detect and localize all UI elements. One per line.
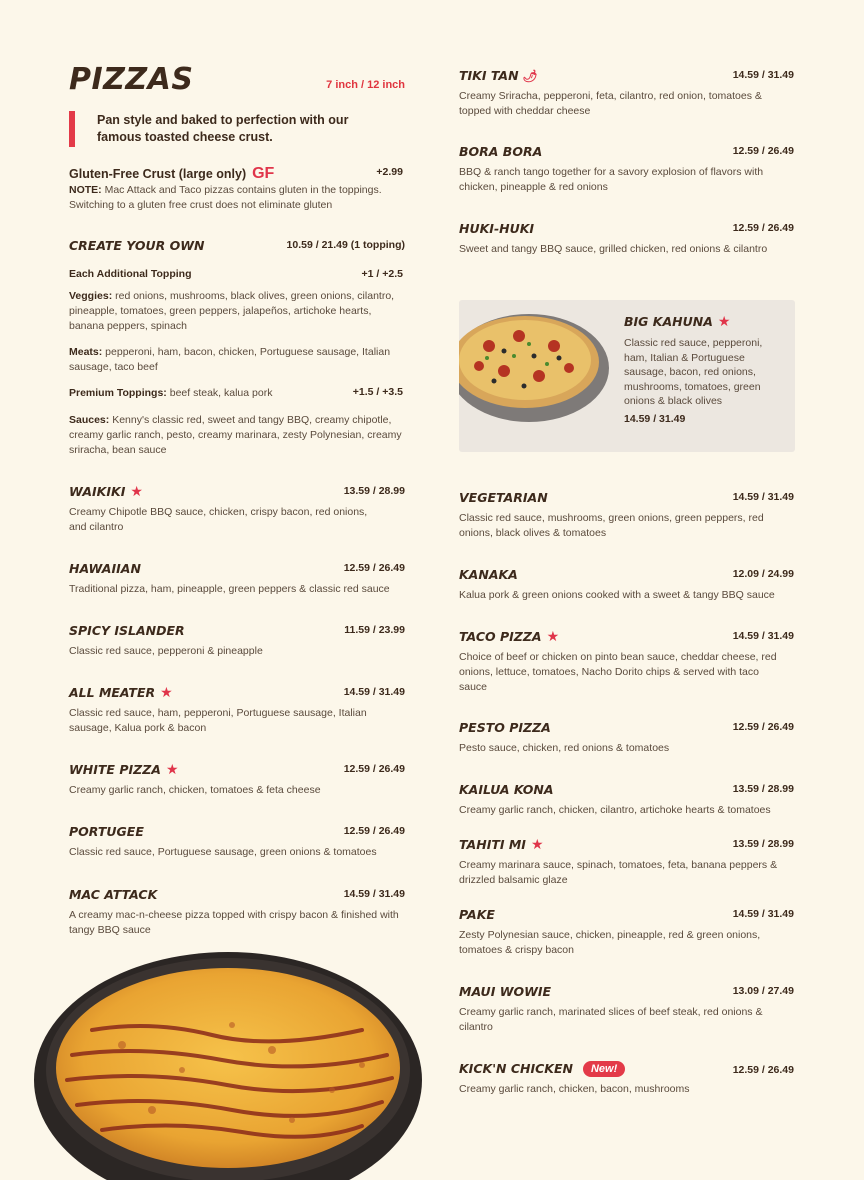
item-price: 14.59 / 31.49 [732,630,794,642]
item-price: 13.59 / 28.99 [732,838,794,850]
item-description: Choice of beef or chicken on pinto bean sauce, cheddar cheese, red onions, lettuce, tomatoes, Nacho Dorito chips & served with taco sauce [459,651,777,693]
additional-topping-label: Each Additional Topping [69,268,192,280]
menu-item-portugee [69,824,405,864]
item-price: 11.59 / 23.99 [344,624,405,636]
menu-item-white-pizza [69,762,405,802]
item-price: 12.59 / 26.49 [343,825,405,837]
item-price: 13.09 / 27.49 [732,985,794,997]
note-label: NOTE: [69,184,102,196]
item-name: ALL MEATER ★ [69,685,173,701]
menu-item-mac-attack [69,887,405,942]
item-price: 10.59 / 21.49 (1 topping) [286,239,405,251]
page-title: PIZZAS [69,62,194,97]
item-description: Classic red sauce, Portuguese sausage, green onions & tomatoes [69,846,377,858]
intro-accent-bar [69,111,75,147]
menu-item-huki-huki [459,221,794,261]
item-description: Creamy marinara sauce, spinach, tomatoes, feta, banana peppers & drizzled balsamic glaze [459,859,778,886]
item-price: 13.59 / 28.99 [343,485,405,497]
intro-text: Pan style and baked to perfection with our famous toasted cheese crust. [97,113,349,144]
item-name: MAC ATTACK [69,887,158,902]
additional-topping-row [69,268,405,284]
item-name: PORTUGEE [69,824,144,839]
sauces-text: Kenny's classic red, sweet and tangy BBQ, creamy chipotle, creamy garlic ranch, pesto, creamy marinara, zesty Polynesian, creamy sriracha, bean sauce [69,414,402,456]
note-text: Mac Attack and Taco pizzas contains gluten in the toppings. Switching to a gluten free crust does not eliminate gluten [69,184,382,211]
item-name: CREATE YOUR OWN [69,238,205,253]
star-icon: ★ [160,685,173,701]
item-name: MAUI WOWIE [459,984,552,999]
chili-pepper-icon: 🌶 [522,69,538,83]
item-price: 14.59 / 31.49 [732,491,794,503]
star-icon: ★ [717,314,731,330]
item-price: 12.59 / 26.49 [732,222,794,234]
item-name: TAHITI MI ★ [459,837,544,853]
item-name: VEGETARIAN [459,490,548,505]
menu-item-tiki-tan [459,68,794,123]
veggies-list [69,289,399,334]
item-name: WHITE PIZZA ★ [69,762,179,778]
item-description: BBQ & ranch tango together for a savory explosion of flavors with chicken, pineapple & red onions [459,166,764,193]
item-name: TIKI TAN 🌶 [459,68,538,83]
gluten-free-tag: GF [252,165,275,182]
menu-item-kailua-kona [459,782,794,822]
item-price: 14.59 / 31.49 [343,888,405,900]
item-price: 12.59 / 26.49 [343,763,405,775]
big-kahuna-pizza-image [459,306,609,428]
item-price: 14.59 / 31.49 [343,686,405,698]
menu-item-maui-wowie [459,984,794,1039]
gluten-free-note [69,183,405,213]
item-description: Sweet and tangy BBQ sauce, grilled chicken, red onions & cilantro [459,243,768,255]
item-description: Creamy Sriracha, pepperoni, feta, cilantro, red onion, tomatoes & topped with cheddar cheese [459,90,762,117]
item-name: HAWAIIAN [69,561,141,576]
item-name: HUKI-HUKI [459,221,535,236]
menu-item-kickn-chicken [459,1059,794,1099]
menu-item-spicy-islander [69,623,405,663]
menu-item-hawaiian [69,561,405,601]
menu-item-vegetarian [459,490,794,545]
item-name: WAIKIKI ★ [69,484,143,500]
gluten-free-price: +2.99 [376,166,403,178]
item-name: KAILUA KONA [459,782,554,797]
featured-description: Classic red sauce, pepperoni, ham, Italian & Portuguese sausage, bacon, red onions, mushrooms, tomatoes, green onions & black olives [624,337,763,408]
item-price: 12.59 / 26.49 [732,721,794,733]
item-price: 12.59 / 26.49 [343,562,405,574]
gluten-free-row [69,165,405,183]
item-price: 13.59 / 28.99 [732,783,794,795]
sauces-label: Sauces: [69,414,110,426]
featured-price: 14.59 / 31.49 [624,413,686,425]
star-icon: ★ [546,629,560,645]
item-description: Kalua pork & green onions cooked with a sweet & tangy BBQ sauce [459,589,775,601]
item-name: PESTO PIZZA [459,720,551,735]
item-description: Classic red sauce, pepperoni & pineapple [69,645,263,657]
item-name: PAKE [459,907,495,922]
menu-item-tahiti-mi [459,837,794,892]
item-description: Creamy Chipotle BBQ sauce, chicken, crispy bacon, red onions, and cilantro [69,506,368,533]
premium-toppings-row [69,386,405,402]
meats-list [69,345,399,375]
item-description: Classic red sauce, ham, pepperoni, Portuguese sausage, Italian sausage, Kalua pork & bacon [69,707,367,734]
new-badge: New! [583,1061,625,1077]
sauces-list [69,413,404,458]
item-price: 12.59 / 26.49 [732,145,794,157]
item-name: KANAKA [459,567,518,582]
featured-name: BIG KAHUNA ★ [624,314,731,330]
item-price: 12.09 / 24.99 [732,568,794,580]
additional-topping-price: +1 / +2.5 [361,268,403,280]
menu-item-all-meater [69,685,405,740]
item-description: Traditional pizza, ham, pineapple, green peppers & classic red sauce [69,583,390,595]
veggies-text: red onions, mushrooms, black olives, green onions, cilantro, pineapple, tomatoes, green peppers, jalapeños, artichoke hearts, banana peppers, spinach [69,290,395,332]
menu-item-kanaka [459,567,794,607]
veggies-label: Veggies: [69,290,113,302]
gluten-free-name: Gluten-Free Crust (large only) [69,167,247,181]
create-your-own-item [69,238,405,258]
item-description: Creamy garlic ranch, chicken, bacon, mushrooms [459,1083,690,1095]
item-price: 14.59 / 31.49 [732,69,794,81]
meats-label: Meats: [69,346,103,358]
menu-item-taco-pizza [459,629,794,699]
item-price: 14.59 / 31.49 [732,908,794,920]
featured-big-kahuna [459,300,795,452]
menu-item-bora-bora [459,144,794,199]
menu-item-pake [459,907,794,962]
star-icon: ★ [130,484,143,500]
item-description: Creamy garlic ranch, marinated slices of beef steak, red onions & cilantro [459,1006,763,1033]
meats-text: pepperoni, ham, bacon, chicken, Portuguese sausage, Italian sausage, taco beef [69,346,391,373]
premium-label: Premium Toppings: [69,387,167,399]
premium-text: beef steak, kalua pork [166,387,273,399]
item-name: KICK'N CHICKEN New! [459,1061,625,1077]
premium-price: +1.5 / +3.5 [352,386,403,398]
mac-attack-pizza-image [32,950,424,1180]
item-description: Creamy garlic ranch, chicken, tomatoes & feta cheese [69,784,321,796]
item-name: TACO PIZZA ★ [459,629,560,645]
size-legend: 7 inch / 12 inch [326,79,405,91]
item-description: Pesto sauce, chicken, red onions & tomatoes [459,742,670,754]
menu-item-pesto-pizza [459,720,794,760]
item-description: Zesty Polynesian sauce, chicken, pineapple, red & green onions, tomatoes & crispy bacon [459,929,761,956]
item-description: Creamy garlic ranch, chicken, cilantro, artichoke hearts & tomatoes [459,804,771,816]
item-description: Classic red sauce, mushrooms, green onions, green peppers, red onions, black olives & tomatoes [459,512,764,539]
item-description: A creamy mac-n-cheese pizza topped with crispy bacon & finished with tangy BBQ sauce [69,909,399,936]
item-name: BORA BORA [459,144,543,159]
item-name: SPICY ISLANDER [69,623,185,638]
menu-item-waikiki [69,484,405,534]
star-icon: ★ [165,762,179,778]
item-price: 12.59 / 26.49 [732,1064,794,1076]
star-icon: ★ [530,837,544,853]
